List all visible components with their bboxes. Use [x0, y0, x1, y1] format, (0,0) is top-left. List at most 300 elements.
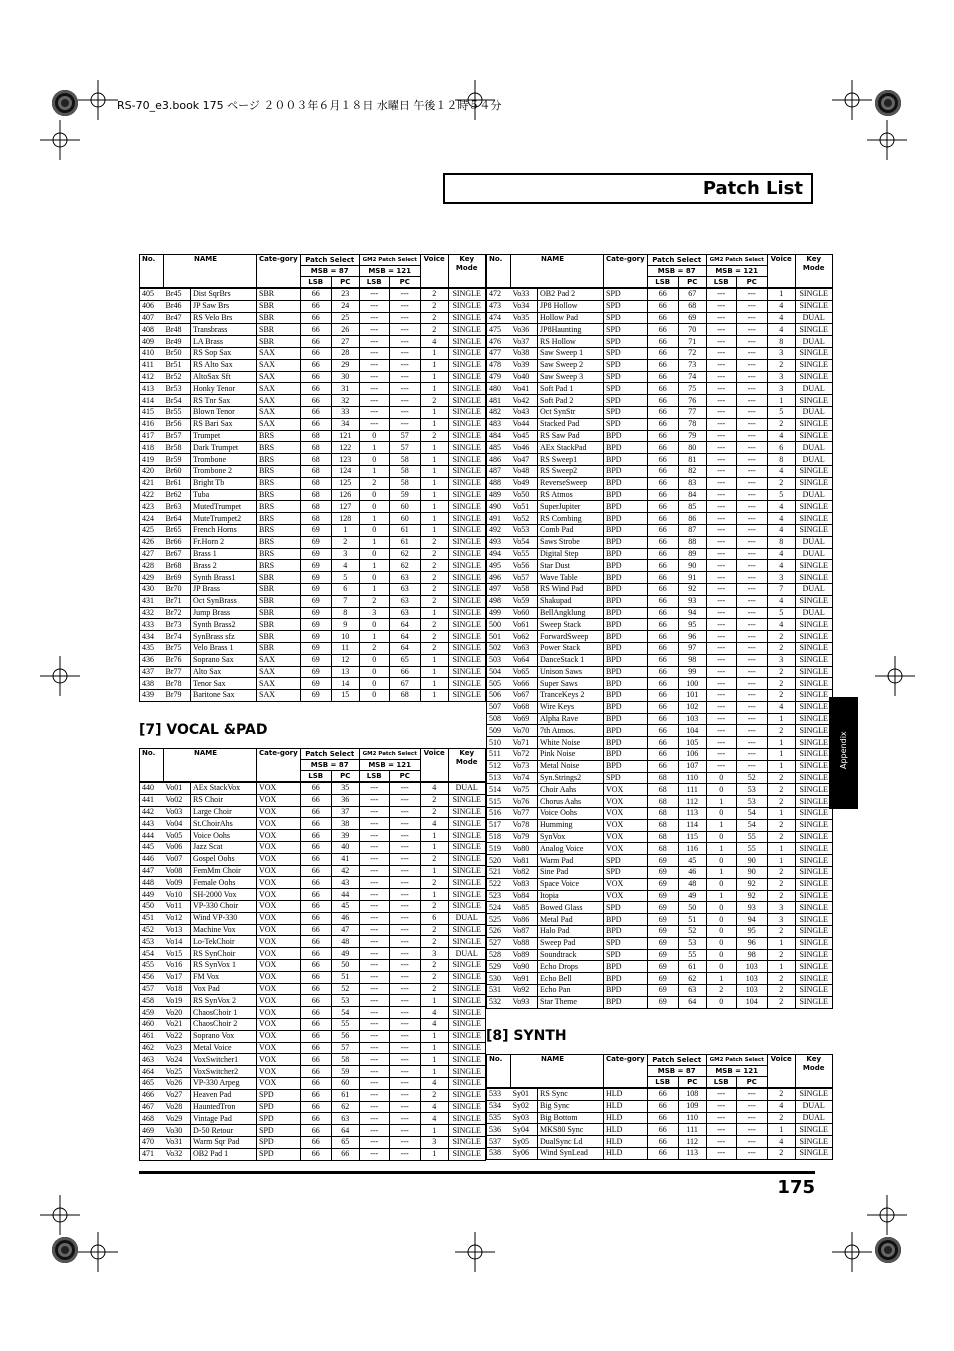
patch-key-mode: SINGLE	[448, 1113, 485, 1125]
patch-gm2-lsb: ---	[706, 572, 736, 584]
patch-key-mode: SINGLE	[795, 631, 832, 643]
patch-key-mode: SINGLE	[795, 996, 832, 1008]
patch-key-mode: SINGLE	[795, 701, 832, 713]
patch-key-mode: SINGLE	[448, 631, 485, 643]
col-category-header: Cate-gory	[604, 1055, 648, 1089]
patch-code: Br75	[164, 642, 191, 654]
patch-gm2-lsb: ---	[706, 300, 736, 312]
patch-number: 538	[487, 1147, 511, 1159]
patch-number: 415	[140, 406, 164, 418]
patch-number: 426	[140, 536, 164, 548]
col-gm2-header: GM2 Patch Select	[359, 749, 420, 760]
patch-msb87-pc: 42	[331, 865, 359, 877]
patch-number: 447	[140, 865, 164, 877]
patch-key-mode: SINGLE	[448, 1042, 485, 1054]
table-row	[140, 995, 486, 1007]
patch-key-mode: SINGLE	[795, 642, 832, 654]
patch-gm2-pc: 60	[389, 513, 420, 525]
patch-gm2-lsb: 0	[359, 619, 389, 631]
table-row	[140, 336, 486, 348]
patch-msb87-lsb: 66	[300, 312, 331, 324]
patch-gm2-pc: 57	[389, 442, 420, 454]
patch-key-mode: SINGLE	[448, 406, 485, 418]
patch-code: Br71	[164, 595, 191, 607]
crosshair-icon	[78, 1232, 118, 1272]
patch-name: JP8 Hollow	[538, 300, 604, 312]
patch-category: SPD	[257, 1089, 301, 1101]
patch-name: MutedTrumpet	[191, 501, 257, 513]
patch-msb87-lsb: 69	[300, 607, 331, 619]
patch-msb87-lsb: 66	[647, 1112, 678, 1124]
patch-gm2-pc: ---	[736, 324, 767, 336]
patch-key-mode: SINGLE	[448, 877, 485, 889]
patch-name: DanceStack 1	[538, 654, 604, 666]
patch-gm2-lsb: ---	[359, 1066, 389, 1078]
patch-msb87-pc: 71	[678, 336, 706, 348]
patch-voice: 2	[767, 642, 795, 654]
patch-key-mode: SINGLE	[448, 560, 485, 572]
patch-name: Synth Brass2	[191, 619, 257, 631]
patch-msb87-pc: 99	[678, 666, 706, 678]
patch-code: Vo10	[164, 889, 191, 901]
patch-key-mode: DUAL	[795, 1100, 832, 1112]
patch-key-mode: DUAL	[795, 383, 832, 395]
patch-voice: 2	[767, 973, 795, 985]
table-row	[487, 406, 833, 418]
patch-gm2-pc: ---	[389, 288, 420, 300]
patch-msb87-lsb: 66	[300, 336, 331, 348]
patch-msb87-pc: 77	[678, 406, 706, 418]
patch-number: 516	[487, 808, 511, 820]
patch-msb87-pc: 48	[678, 878, 706, 890]
patch-msb87-pc: 110	[678, 772, 706, 784]
patch-msb87-lsb: 66	[300, 818, 331, 830]
patch-gm2-pc: ---	[389, 1018, 420, 1030]
col-lsb-header: LSB	[359, 771, 389, 783]
patch-voice: 2	[420, 983, 448, 995]
patch-gm2-lsb: 0	[706, 996, 736, 1008]
patch-gm2-lsb: ---	[359, 395, 389, 407]
patch-key-mode: DUAL	[795, 312, 832, 324]
patch-msb87-lsb: 66	[647, 713, 678, 725]
patch-number: 425	[140, 524, 164, 536]
patch-name: Baritone Sax	[191, 690, 257, 702]
patch-gm2-lsb: ---	[359, 806, 389, 818]
patch-category: SPD	[604, 371, 648, 383]
table-row	[140, 818, 486, 830]
table-row	[487, 772, 833, 784]
patch-gm2-lsb: 1	[706, 819, 736, 831]
patch-msb87-lsb: 68	[647, 772, 678, 784]
patch-key-mode: SINGLE	[448, 312, 485, 324]
patch-msb87-pc: 43	[331, 877, 359, 889]
patch-key-mode: SINGLE	[448, 548, 485, 560]
patch-gm2-lsb: ---	[706, 631, 736, 643]
patch-category: HLD	[604, 1147, 648, 1159]
patch-msb87-pc: 95	[678, 619, 706, 631]
patch-code: Sy03	[511, 1112, 538, 1124]
patch-key-mode: DUAL	[795, 548, 832, 560]
patch-category: BPD	[604, 760, 648, 772]
patch-code: Vo42	[511, 395, 538, 407]
patch-number: 459	[140, 1007, 164, 1019]
patch-name: Large Choir	[191, 806, 257, 818]
patch-msb87-lsb: 69	[647, 890, 678, 902]
patch-msb87-lsb: 66	[300, 406, 331, 418]
patch-msb87-pc: 33	[331, 406, 359, 418]
patch-msb87-lsb: 66	[300, 1054, 331, 1066]
table-row	[487, 1147, 833, 1159]
patch-msb87-lsb: 66	[647, 642, 678, 654]
table-row	[487, 808, 833, 820]
patch-msb87-lsb: 66	[300, 853, 331, 865]
patch-category: SPD	[604, 949, 648, 961]
patch-gm2-pc: 64	[389, 619, 420, 631]
patch-gm2-lsb: ---	[706, 1124, 736, 1136]
table-row	[487, 430, 833, 442]
patch-gm2-lsb: 0	[706, 937, 736, 949]
patch-key-mode: SINGLE	[448, 1054, 485, 1066]
patch-name: Halo Pad	[538, 926, 604, 938]
patch-name: Machine Vox	[191, 924, 257, 936]
table-row	[140, 607, 486, 619]
patch-msb87-pc: 97	[678, 642, 706, 654]
patch-code: Vo65	[511, 666, 538, 678]
patch-code: Vo78	[511, 819, 538, 831]
patch-code: Vo33	[511, 288, 538, 300]
patch-voice: 1	[767, 1124, 795, 1136]
patch-name: Big Bottom	[538, 1112, 604, 1124]
table-row	[140, 430, 486, 442]
patch-gm2-lsb: 2	[359, 595, 389, 607]
patch-voice: 2	[420, 900, 448, 912]
table-row	[487, 737, 833, 749]
patch-name: RS Sweep1	[538, 454, 604, 466]
patch-msb87-lsb: 66	[300, 959, 331, 971]
patch-gm2-pc: ---	[389, 818, 420, 830]
patch-name: RS SynChoir	[191, 948, 257, 960]
patch-msb87-pc: 123	[331, 454, 359, 466]
patch-msb87-lsb: 66	[300, 359, 331, 371]
table-row	[140, 900, 486, 912]
patch-key-mode: SINGLE	[448, 300, 485, 312]
patch-msb87-lsb: 66	[300, 288, 331, 300]
patch-code: Vo03	[164, 806, 191, 818]
patch-number: 486	[487, 454, 511, 466]
patch-category: SBR	[257, 324, 301, 336]
table-row	[140, 1054, 486, 1066]
patch-code: Vo61	[511, 619, 538, 631]
patch-gm2-lsb: 1	[706, 796, 736, 808]
patch-gm2-pc: ---	[736, 725, 767, 737]
patch-gm2-pc: ---	[736, 560, 767, 572]
patch-msb87-lsb: 66	[300, 971, 331, 983]
patch-category: BPD	[604, 631, 648, 643]
patch-msb87-lsb: 69	[647, 914, 678, 926]
patch-msb87-lsb: 66	[647, 489, 678, 501]
patch-code: Br70	[164, 583, 191, 595]
patch-number: 432	[140, 607, 164, 619]
patch-name: Stacked Pad	[538, 418, 604, 430]
patch-code: Br45	[164, 288, 191, 300]
patch-key-mode: SINGLE	[448, 383, 485, 395]
patch-key-mode: SINGLE	[795, 772, 832, 784]
patch-key-mode: SINGLE	[448, 1030, 485, 1042]
patch-key-mode: SINGLE	[448, 1101, 485, 1113]
table-row	[487, 513, 833, 525]
patch-msb87-pc: 122	[331, 442, 359, 454]
patch-category: BPD	[604, 619, 648, 631]
patch-msb87-lsb: 69	[647, 961, 678, 973]
patch-gm2-pc: ---	[736, 513, 767, 525]
patch-number: 444	[140, 830, 164, 842]
patch-number: 530	[487, 973, 511, 985]
patch-number: 476	[487, 336, 511, 348]
patch-code: Sy02	[511, 1100, 538, 1112]
patch-key-mode: SINGLE	[448, 324, 485, 336]
patch-name: Choir Aahs	[538, 784, 604, 796]
patch-key-mode: SINGLE	[795, 831, 832, 843]
patch-gm2-lsb: ---	[359, 924, 389, 936]
patch-voice: 1	[420, 889, 448, 901]
patch-gm2-pc: 64	[389, 642, 420, 654]
patch-code: Vo51	[511, 501, 538, 513]
patch-gm2-pc: ---	[736, 548, 767, 560]
patch-number: 535	[487, 1112, 511, 1124]
patch-number: 406	[140, 300, 164, 312]
patch-gm2-lsb: ---	[359, 1148, 389, 1160]
patch-number: 471	[140, 1148, 164, 1160]
patch-gm2-pc: 68	[389, 690, 420, 702]
patch-msb87-lsb: 66	[300, 383, 331, 395]
patch-gm2-pc: 67	[389, 678, 420, 690]
patch-msb87-pc: 91	[678, 572, 706, 584]
patch-code: Vo06	[164, 841, 191, 853]
col-pc-header: PC	[678, 1077, 706, 1089]
patch-code: Vo63	[511, 642, 538, 654]
patch-voice: 4	[767, 560, 795, 572]
patch-voice: 6	[420, 912, 448, 924]
patch-gm2-pc: ---	[389, 1113, 420, 1125]
table-row	[487, 619, 833, 631]
patch-name: DualSync Ld	[538, 1136, 604, 1148]
patch-category: SPD	[604, 383, 648, 395]
patch-msb87-lsb: 66	[300, 1089, 331, 1101]
patch-code: Br52	[164, 371, 191, 383]
patch-category: VOX	[257, 1030, 301, 1042]
patch-msb87-pc: 59	[331, 1066, 359, 1078]
patch-category: SAX	[257, 690, 301, 702]
patch-category: BPD	[604, 524, 648, 536]
patch-number: 534	[487, 1100, 511, 1112]
patch-key-mode: SINGLE	[795, 324, 832, 336]
table-row	[487, 926, 833, 938]
patch-voice: 1	[420, 1125, 448, 1137]
patch-voice: 4	[767, 1100, 795, 1112]
patch-msb87-lsb: 68	[300, 454, 331, 466]
patch-voice: 4	[420, 1007, 448, 1019]
patch-gm2-lsb: 2	[359, 477, 389, 489]
patch-voice: 2	[420, 560, 448, 572]
patch-msb87-lsb: 66	[300, 900, 331, 912]
patch-msb87-lsb: 68	[300, 430, 331, 442]
patch-msb87-lsb: 66	[647, 560, 678, 572]
patch-code: Vo84	[511, 890, 538, 902]
patch-msb87-lsb: 66	[300, 1030, 331, 1042]
page-title: Patch List	[702, 178, 803, 199]
patch-category: BPD	[604, 678, 648, 690]
patch-number: 462	[140, 1042, 164, 1054]
patch-number: 533	[487, 1088, 511, 1100]
patch-code: Vo36	[511, 324, 538, 336]
patch-msb87-lsb: 66	[647, 678, 678, 690]
patch-number: 449	[140, 889, 164, 901]
patch-code: Vo93	[511, 996, 538, 1008]
patch-gm2-lsb: ---	[359, 383, 389, 395]
patch-key-mode: SINGLE	[448, 418, 485, 430]
patch-key-mode: DUAL	[448, 782, 485, 794]
patch-voice: 2	[767, 867, 795, 879]
patch-code: Br76	[164, 654, 191, 666]
patch-code: Br72	[164, 607, 191, 619]
patch-gm2-lsb: ---	[359, 830, 389, 842]
patch-name: OB2 Pad 1	[191, 1148, 257, 1160]
patch-name: VP-330 Arpeg	[191, 1077, 257, 1089]
patch-msb87-lsb: 69	[647, 867, 678, 879]
patch-number: 502	[487, 642, 511, 654]
patch-key-mode: SINGLE	[795, 914, 832, 926]
table-row	[140, 583, 486, 595]
patch-gm2-pc: ---	[389, 889, 420, 901]
patch-gm2-lsb: ---	[359, 324, 389, 336]
patch-name: Star Theme	[538, 996, 604, 1008]
patch-msb87-pc: 104	[678, 725, 706, 737]
patch-msb87-lsb: 69	[300, 583, 331, 595]
patch-gm2-lsb: 1	[359, 442, 389, 454]
patch-code: Vo64	[511, 654, 538, 666]
patch-gm2-lsb: ---	[706, 312, 736, 324]
patch-key-mode: SINGLE	[448, 1089, 485, 1101]
patch-msb87-pc: 82	[678, 465, 706, 477]
patch-category: VOX	[257, 865, 301, 877]
patch-voice: 1	[767, 737, 795, 749]
patch-code: Br63	[164, 501, 191, 513]
patch-code: Br73	[164, 619, 191, 631]
patch-msb87-lsb: 66	[300, 1018, 331, 1030]
patch-msb87-lsb: 66	[647, 465, 678, 477]
patch-number: 513	[487, 772, 511, 784]
patch-msb87-lsb: 66	[300, 1066, 331, 1078]
table-row	[487, 713, 833, 725]
patch-gm2-pc: ---	[736, 288, 767, 300]
patch-gm2-lsb: ---	[706, 406, 736, 418]
patch-name: RS Bari Sax	[191, 418, 257, 430]
patch-msb87-lsb: 69	[300, 524, 331, 536]
patch-gm2-pc: ---	[736, 406, 767, 418]
file-header-line: RS-70_e3.book 175 ページ ２００３年６月１８日 水曜日 午後１２時５４分	[117, 99, 502, 112]
patch-code: Br74	[164, 631, 191, 643]
patch-voice: 1	[420, 841, 448, 853]
patch-msb87-lsb: 66	[300, 948, 331, 960]
patch-code: Vo86	[511, 914, 538, 926]
table-row	[487, 890, 833, 902]
patch-code: Br68	[164, 560, 191, 572]
patch-msb87-pc: 5	[331, 572, 359, 584]
patch-msb87-lsb: 66	[647, 288, 678, 300]
patch-msb87-pc: 1	[331, 524, 359, 536]
patch-code: Vo69	[511, 713, 538, 725]
patch-gm2-pc: ---	[389, 1007, 420, 1019]
patch-gm2-lsb: ---	[706, 690, 736, 702]
patch-gm2-pc: ---	[736, 1112, 767, 1124]
patch-gm2-pc: ---	[736, 501, 767, 513]
table-row	[487, 902, 833, 914]
patch-msb87-pc: 67	[678, 288, 706, 300]
patch-msb87-pc: 49	[331, 948, 359, 960]
patch-key-mode: SINGLE	[795, 513, 832, 525]
patch-number: 503	[487, 654, 511, 666]
patch-key-mode: SINGLE	[448, 524, 485, 536]
patch-gm2-lsb: 1	[706, 973, 736, 985]
patch-number: 492	[487, 524, 511, 536]
patch-category: VOX	[257, 924, 301, 936]
patch-msb87-lsb: 66	[647, 1088, 678, 1100]
patch-msb87-lsb: 66	[300, 877, 331, 889]
patch-key-mode: DUAL	[795, 442, 832, 454]
table-row	[140, 690, 486, 702]
patch-voice: 2	[420, 583, 448, 595]
patch-key-mode: SINGLE	[448, 619, 485, 631]
patch-key-mode: SINGLE	[448, 666, 485, 678]
patch-msb87-lsb: 69	[300, 690, 331, 702]
patch-msb87-lsb: 66	[647, 395, 678, 407]
patch-voice: 2	[767, 772, 795, 784]
patch-code: Vo02	[164, 794, 191, 806]
patch-gm2-lsb: 1	[359, 560, 389, 572]
patch-msb87-lsb: 66	[300, 300, 331, 312]
patch-msb87-lsb: 69	[647, 985, 678, 997]
patch-number: 465	[140, 1077, 164, 1089]
patch-key-mode: SINGLE	[795, 619, 832, 631]
patch-code: Br53	[164, 383, 191, 395]
patch-msb87-lsb: 69	[647, 855, 678, 867]
patch-name: Metal Voice	[191, 1042, 257, 1054]
patch-number: 511	[487, 749, 511, 761]
patch-key-mode: SINGLE	[795, 890, 832, 902]
patch-key-mode: SINGLE	[795, 572, 832, 584]
patch-number: 410	[140, 347, 164, 359]
patch-msb87-lsb: 66	[647, 383, 678, 395]
patch-number: 469	[140, 1125, 164, 1137]
patch-gm2-pc: 58	[389, 477, 420, 489]
patch-key-mode: SINGLE	[795, 678, 832, 690]
patch-number: 434	[140, 631, 164, 643]
patch-number: 424	[140, 513, 164, 525]
patch-msb87-lsb: 66	[300, 889, 331, 901]
patch-gm2-lsb: ---	[706, 477, 736, 489]
patch-voice: 1	[420, 383, 448, 395]
patch-category: SPD	[257, 1101, 301, 1113]
patch-key-mode: SINGLE	[448, 865, 485, 877]
patch-code: Vo31	[164, 1136, 191, 1148]
patch-msb87-pc: 86	[678, 513, 706, 525]
patch-voice: 1	[420, 678, 448, 690]
patch-code: Vo39	[511, 359, 538, 371]
patch-name: ReverseSweep	[538, 477, 604, 489]
patch-code: Vo62	[511, 631, 538, 643]
patch-gm2-lsb: ---	[706, 749, 736, 761]
patch-gm2-pc: 61	[389, 524, 420, 536]
